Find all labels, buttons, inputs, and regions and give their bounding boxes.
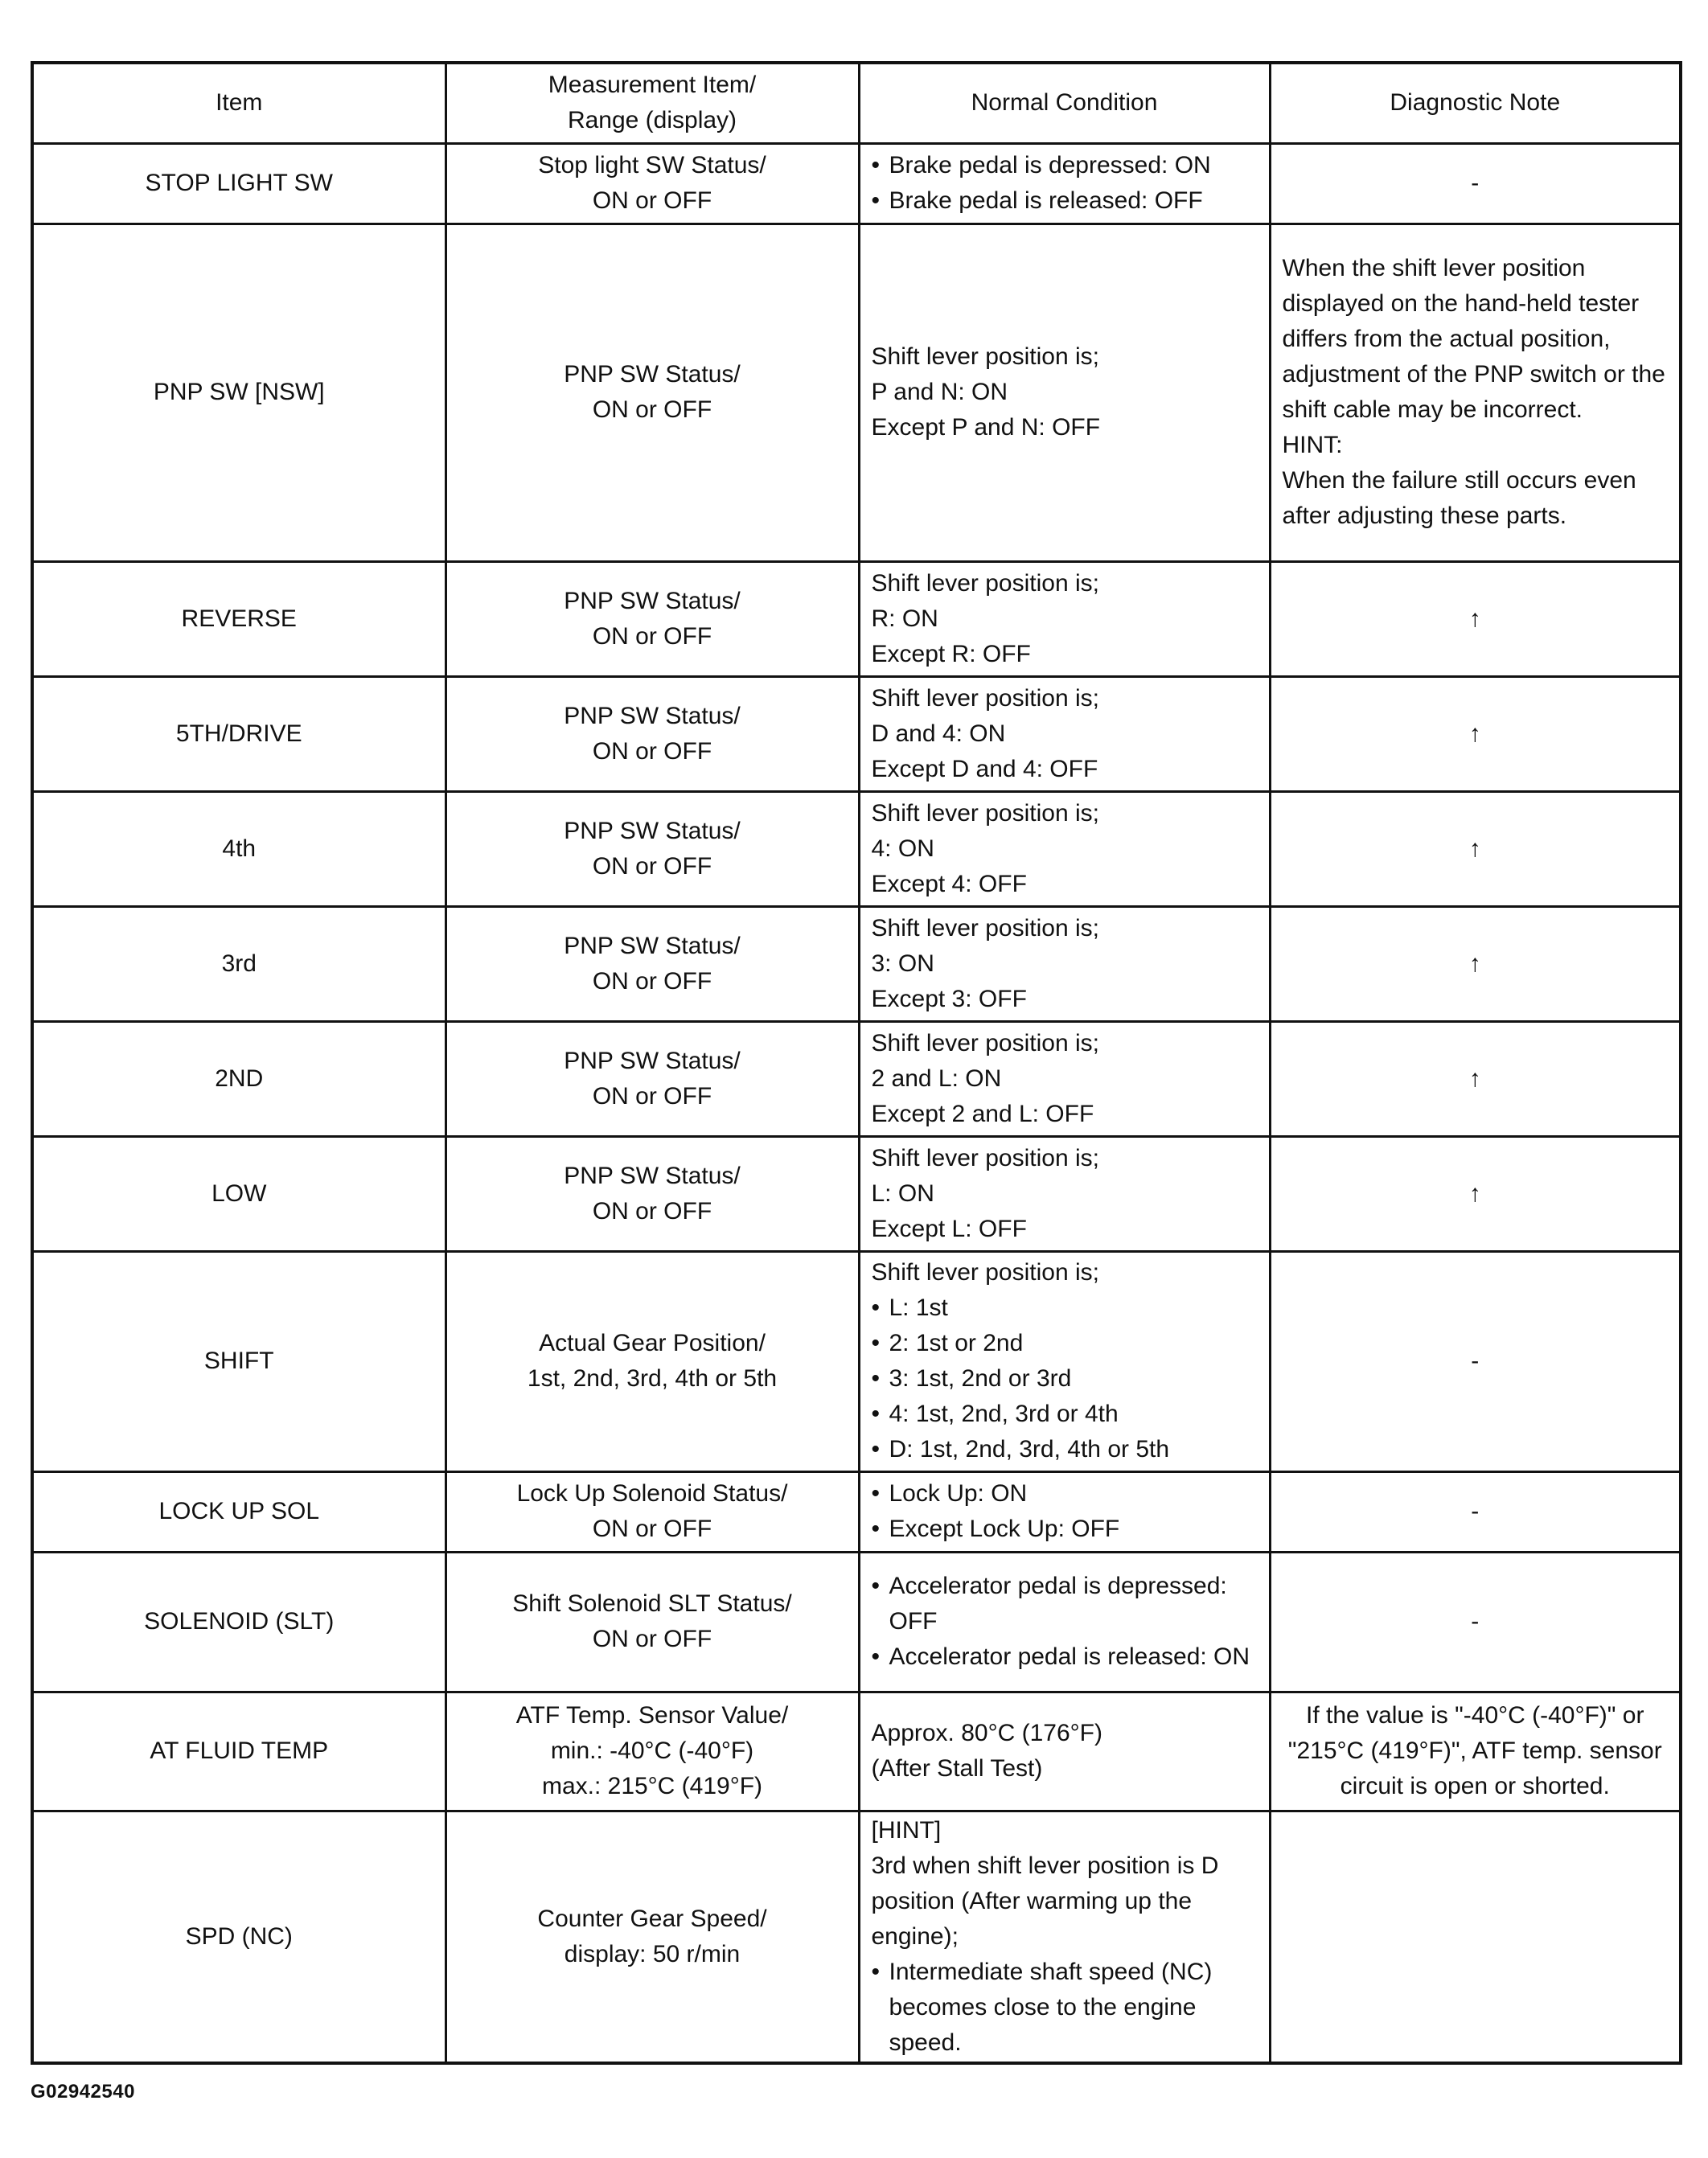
condition-line: Except D and 4: OFF	[871, 755, 1098, 782]
measurement-line: ON or OFF	[592, 737, 712, 765]
condition-line: Shift lever position is;	[871, 569, 1099, 597]
table-row	[32, 1811, 1681, 2063]
measurement-line: PNP SW Status/	[564, 1047, 741, 1074]
diagnostic-note-text: -	[1471, 1608, 1480, 1635]
figure-id: G02942540	[31, 2081, 135, 2103]
measurement-line: Stop light SW Status/	[538, 152, 766, 178]
cell-measurement	[445, 1471, 859, 1552]
cell-item: 4th	[32, 791, 445, 906]
cell-normal-condition	[859, 224, 1270, 561]
cell-measurement	[445, 1811, 859, 2063]
table-row	[32, 791, 1681, 906]
measurement-line: display: 50 r/min	[564, 1940, 741, 1967]
cell-item: SHIFT	[32, 1251, 445, 1471]
diagnostic-note-text: When the failure still occurs even after adjusting these parts.	[1282, 467, 1636, 529]
condition-line: Except 4: OFF	[871, 870, 1027, 897]
cell-item: 3rd	[32, 906, 445, 1021]
cell-diagnostic-note	[1270, 1552, 1681, 1692]
table-row	[32, 1251, 1681, 1471]
cell-measurement	[445, 1136, 859, 1251]
cell-measurement	[445, 1552, 859, 1692]
cell-item: LOCK UP SOL	[32, 1471, 445, 1552]
condition-line: [HINT]	[871, 1816, 942, 1844]
cell-diagnostic-note	[1270, 1471, 1681, 1552]
condition-bullet-item: • 2: 1st or 2nd	[872, 1326, 1258, 1361]
condition-line: Shift lever position is;	[871, 799, 1099, 827]
condition-line: (After Stall Test)	[871, 1755, 1043, 1782]
table-row	[32, 561, 1681, 676]
header-item: Item	[32, 63, 445, 143]
condition-line: 2 and L: ON	[871, 1065, 1002, 1092]
cell-item: LOW	[32, 1136, 445, 1251]
cell-diagnostic-note	[1270, 561, 1681, 676]
table-row	[32, 224, 1681, 561]
cell-normal-condition	[859, 906, 1270, 1021]
cell-measurement	[445, 676, 859, 791]
diagnostic-note-text: HINT:	[1282, 432, 1343, 458]
cell-normal-condition	[859, 1811, 1270, 2063]
cell-measurement	[445, 561, 859, 676]
cell-normal-condition	[859, 1471, 1270, 1552]
table-row	[32, 1471, 1681, 1552]
condition-bullet-item: • Except Lock Up: OFF	[872, 1512, 1258, 1547]
measurement-line: 1st, 2nd, 3rd, 4th or 5th	[527, 1365, 778, 1392]
cell-item: SOLENOID (SLT)	[32, 1552, 445, 1692]
measurement-line: Counter Gear Speed/	[537, 1905, 767, 1932]
condition-line: 3: ON	[871, 950, 934, 977]
condition-line: L: ON	[871, 1180, 934, 1207]
cell-measurement	[445, 906, 859, 1021]
diagnostic-note-text: -	[1471, 170, 1480, 196]
condition-line: Shift lever position is;	[871, 343, 1099, 370]
same-as-above-arrow-icon: ↑	[1468, 605, 1481, 632]
cell-measurement	[445, 1692, 859, 1811]
cell-diagnostic-note	[1270, 1136, 1681, 1251]
measurement-line: PNP SW Status/	[564, 702, 741, 729]
header-normal-condition: Normal Condition	[859, 63, 1270, 143]
cell-diagnostic-note	[1270, 676, 1681, 791]
measurement-line: ON or OFF	[592, 1197, 712, 1225]
cell-measurement	[445, 224, 859, 561]
same-as-above-arrow-icon: ↑	[1468, 1065, 1481, 1092]
diagnostic-note-text: -	[1471, 1348, 1480, 1374]
table-row	[32, 676, 1681, 791]
condition-line: Except 2 and L: OFF	[871, 1100, 1094, 1127]
condition-bullet-item: • Accelerator pedal is released: ON	[872, 1639, 1258, 1675]
condition-bullet-item: • L: 1st	[872, 1290, 1258, 1326]
table-row	[32, 1021, 1681, 1136]
measurement-line: ON or OFF	[592, 396, 712, 423]
cell-normal-condition	[859, 676, 1270, 791]
measurement-line: ON or OFF	[592, 622, 712, 650]
condition-bullet-item: • Brake pedal is released: OFF	[872, 183, 1258, 219]
condition-bullet-item: • 3: 1st, 2nd or 3rd	[872, 1361, 1258, 1397]
condition-bullet-item: • Intermediate shaft speed (NC) becomes close to the engine speed.	[872, 1955, 1258, 2061]
condition-line: Except L: OFF	[871, 1215, 1027, 1242]
measurement-line: ON or OFF	[592, 1516, 712, 1542]
measurement-line: PNP SW Status/	[564, 817, 741, 844]
diagnostic-note-text: If the value is "-40°C (-40°F)" or "215°C (419°F)", ATF temp. sensor circuit is open or shorted.	[1287, 1702, 1662, 1799]
cell-item: PNP SW [NSW]	[32, 224, 445, 561]
cell-normal-condition	[859, 1552, 1270, 1692]
measurement-line: PNP SW Status/	[564, 932, 741, 959]
condition-line: R: ON	[871, 605, 938, 632]
cell-item: SPD (NC)	[32, 1811, 445, 2063]
condition-line: Except R: OFF	[871, 640, 1031, 667]
cell-item: AT FLUID TEMP	[32, 1692, 445, 1811]
header-measurement	[445, 63, 859, 143]
diagnostic-note-text: -	[1471, 1498, 1480, 1524]
measurement-line: ON or OFF	[592, 1082, 712, 1110]
diagnostic-data-table	[31, 61, 1682, 2065]
cell-diagnostic-note	[1270, 143, 1681, 224]
header-diagnostic-note: Diagnostic Note	[1270, 63, 1681, 143]
cell-normal-condition	[859, 1692, 1270, 1811]
measurement-line: ATF Temp. Sensor Value/	[515, 1702, 789, 1729]
diagnostic-note-text: When the shift lever position displayed on the hand-held tester differs from the actual position, adjustment of the PNP switch or the shift cable may be incorrect.	[1282, 255, 1665, 423]
table-row	[32, 143, 1681, 224]
measurement-line: ON or OFF	[592, 967, 712, 995]
measurement-line: ON or OFF	[592, 187, 712, 214]
condition-bullet-item: • Brake pedal is depressed: ON	[872, 148, 1258, 183]
condition-bullet-item: • D: 1st, 2nd, 3rd, 4th or 5th	[872, 1432, 1258, 1467]
condition-line: D and 4: ON	[871, 720, 1006, 747]
same-as-above-arrow-icon: ↑	[1468, 1180, 1481, 1207]
same-as-above-arrow-icon: ↑	[1468, 950, 1481, 977]
condition-bullet-item: • 4: 1st, 2nd, 3rd or 4th	[872, 1397, 1258, 1432]
measurement-line: PNP SW Status/	[564, 587, 741, 614]
cell-normal-condition	[859, 791, 1270, 906]
cell-measurement	[445, 1021, 859, 1136]
measurement-line: PNP SW Status/	[564, 361, 741, 388]
condition-line: Shift lever position is;	[871, 914, 1099, 942]
cell-item: 5TH/DRIVE	[32, 676, 445, 791]
measurement-line: Lock Up Solenoid Status/	[516, 1480, 788, 1507]
measurement-line: ON or OFF	[592, 1626, 712, 1652]
cell-measurement	[445, 143, 859, 224]
condition-line: Except P and N: OFF	[871, 414, 1101, 441]
header-measurement-line: Measurement Item/	[548, 72, 757, 99]
measurement-line: min.: -40°C (-40°F)	[550, 1737, 754, 1764]
condition-line: P and N: ON	[871, 379, 1008, 405]
cell-normal-condition	[859, 561, 1270, 676]
measurement-line: Shift Solenoid SLT Status/	[512, 1590, 792, 1617]
condition-bullet-item: • Accelerator pedal is depressed: OFF	[872, 1569, 1258, 1639]
measurement-line: max.: 215°C (419°F)	[541, 1773, 763, 1799]
cell-diagnostic-note	[1270, 906, 1681, 1021]
table-header-row	[32, 63, 1681, 143]
cell-diagnostic-note	[1270, 224, 1681, 561]
condition-line: 3rd when shift lever position is D position (After warming up the engine);	[871, 1852, 1219, 1950]
condition-line: Except 3: OFF	[871, 985, 1027, 1012]
cell-item: REVERSE	[32, 561, 445, 676]
table-row	[32, 1552, 1681, 1692]
cell-diagnostic-note	[1270, 1692, 1681, 1811]
cell-measurement	[445, 1251, 859, 1471]
cell-diagnostic-note	[1270, 1811, 1681, 2063]
cell-normal-condition	[859, 143, 1270, 224]
cell-normal-condition	[859, 1136, 1270, 1251]
condition-line: 4: ON	[871, 835, 934, 862]
cell-diagnostic-note	[1270, 1251, 1681, 1471]
measurement-line: PNP SW Status/	[564, 1162, 741, 1189]
cell-normal-condition	[859, 1021, 1270, 1136]
condition-line: Approx. 80°C (176°F)	[871, 1720, 1102, 1746]
same-as-above-arrow-icon: ↑	[1468, 835, 1481, 862]
table-body	[32, 143, 1681, 2063]
cell-item: STOP LIGHT SW	[32, 143, 445, 224]
table-row	[32, 1136, 1681, 1251]
table-row	[32, 906, 1681, 1021]
measurement-line: Actual Gear Position/	[539, 1330, 766, 1356]
condition-line: Shift lever position is;	[871, 1259, 1099, 1286]
cell-diagnostic-note	[1270, 791, 1681, 906]
cell-diagnostic-note	[1270, 1021, 1681, 1136]
measurement-line: ON or OFF	[592, 852, 712, 880]
cell-normal-condition	[859, 1251, 1270, 1471]
condition-line: Shift lever position is;	[871, 684, 1099, 712]
header-measurement-line: Range (display)	[567, 107, 737, 134]
cell-item: 2ND	[32, 1021, 445, 1136]
condition-bullet-item: • Lock Up: ON	[872, 1476, 1258, 1512]
same-as-above-arrow-icon: ↑	[1468, 720, 1481, 747]
condition-line: Shift lever position is;	[871, 1144, 1099, 1171]
table-row	[32, 1692, 1681, 1811]
cell-measurement	[445, 791, 859, 906]
condition-line: Shift lever position is;	[871, 1029, 1099, 1056]
